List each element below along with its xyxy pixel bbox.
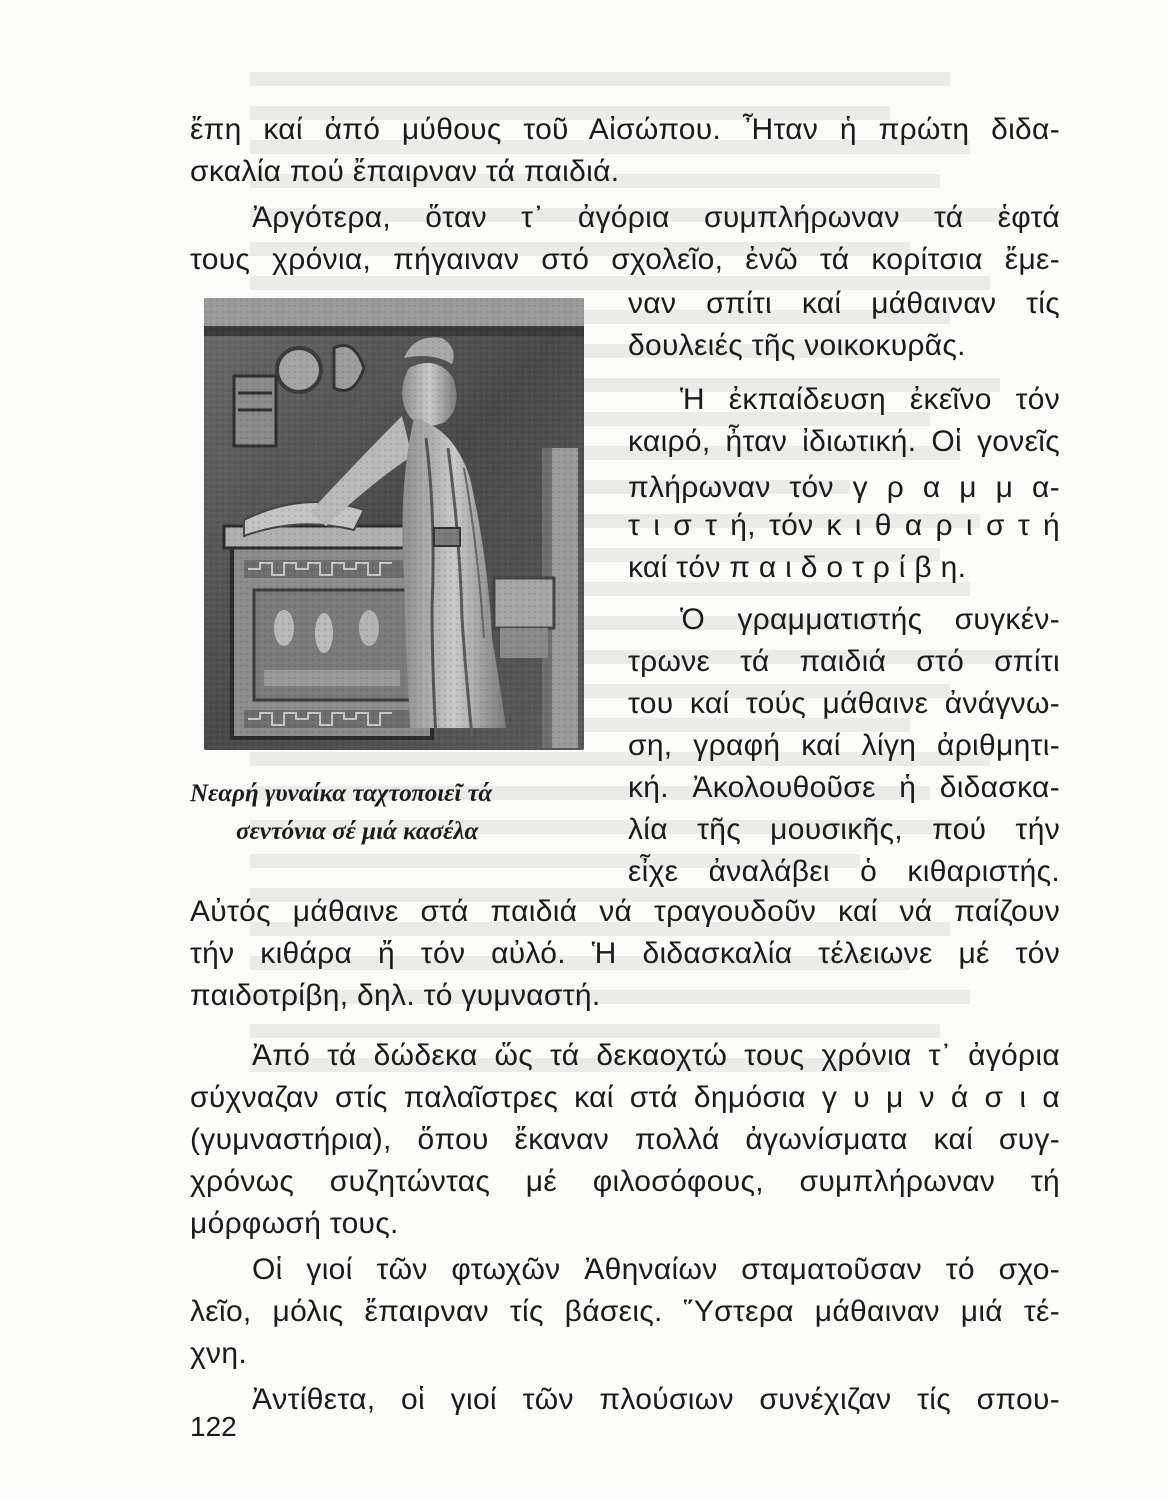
relief-image — [204, 298, 584, 750]
text-line: λία τῆς μουσικῆς, πού τήν — [628, 813, 1060, 846]
text-line: Ἀργότερα, ὅταν τ᾽ ἀγόρια συμπλήρωναν τά ἑφτά — [252, 201, 1060, 234]
text-line: ναν σπίτι καί μάθαιναν τίς — [628, 287, 1060, 320]
text-line: σύχναζαν στίς παλαῖστρες καί στά δημόσια γ υ μ ν ά σ ι α — [190, 1081, 1060, 1114]
figure-caption-line: Νεαρή γυναίκα ταχτοποιεῖ τά — [190, 780, 493, 807]
page-number: 122 — [190, 1411, 237, 1442]
text-line: Ἀντίθετα, οἱ γιοί τῶν πλούσιων συνέχιζαν τίς σπου- — [252, 1383, 1060, 1416]
text-line: καί τόν π α ι δ ο τ ρ ί β η. — [628, 551, 967, 584]
relief-illustration — [204, 298, 584, 750]
text-line: Ἀπό τά δώδεκα ὥς τά δεκαοχτώ τους χρόνια τ᾽ ἀγόρια — [252, 1039, 1060, 1072]
text-line: παιδοτρίβη, δηλ. τό γυμναστή. — [190, 979, 601, 1012]
text-line: κή. Ἀκολουθοῦσε ἡ διδασκα- — [628, 771, 1060, 804]
text-line: σκαλία πού ἔπαιρναν τά παιδιά. — [190, 155, 620, 188]
text-line: Οἱ γιοί τῶν φτωχῶν Ἀθηναίων σταματοῦσαν τό σχο- — [252, 1253, 1060, 1286]
text-line: τήν κιθάρα ἤ τόν αὐλό. Ἡ διδασκαλία τέλειωνε μέ τόν — [190, 937, 1060, 970]
text-line: Ἡ ἐκπαίδευση ἐκεῖνο τόν — [680, 383, 1060, 416]
text-line: χρόνως συζητώντας μέ φιλοσόφους, συμπλήρωναν τή — [190, 1165, 1060, 1198]
text-line: πλήρωναν τόν γ ρ α μ μ α- — [628, 471, 1060, 504]
text-line: του καί τούς μάθαινε ἀνάγνω- — [628, 687, 1060, 720]
text-line: λεῖο, μόλις ἔπαιρναν τίς βάσεις. Ὕστερα μάθαιναν μιά τέ- — [190, 1295, 1060, 1328]
text-line: τ ι σ τ ή, τόν κ ι θ α ρ ι σ τ ή — [628, 509, 1060, 542]
text-line: εἶχε ἀναλάβει ὁ κιθαριστής. — [628, 855, 1060, 888]
figure-caption-line: σεντόνια σέ μιά κασέλα — [236, 818, 479, 845]
text-line: τρωνε τά παιδιά στό σπίτι — [628, 645, 1060, 678]
text-line: ἔπη καί ἀπό μύθους τοῦ Αἰσώπου. Ἦταν ἡ πρώτη διδα- — [190, 113, 1060, 146]
text-line: Ὁ γραμματιστής συγκέν- — [680, 603, 1060, 636]
text-line: χνη. — [190, 1337, 247, 1370]
text-line: Αὐτός μάθαινε στά παιδιά νά τραγουδοῦν καί νά παίζουν — [190, 895, 1060, 928]
text-line: δουλειές τῆς νοικοκυρᾶς. — [628, 329, 966, 362]
text-line: καιρό, ἦταν ἰδιωτική. Οἱ γονεῖς — [628, 425, 1060, 458]
text-line: τους χρόνια, πήγαιναν στό σχολεῖο, ἐνῶ τά κορίτσια ἔμε- — [190, 243, 1060, 276]
text-line: ση, γραφή καί λίγη ἀριθμητι- — [628, 729, 1060, 762]
text-line: μόρφωσή τους. — [190, 1207, 399, 1240]
text-line: (γυμναστήρια), ὅπου ἔκαναν πολλά ἀγωνίσματα καί συγ- — [190, 1123, 1060, 1156]
